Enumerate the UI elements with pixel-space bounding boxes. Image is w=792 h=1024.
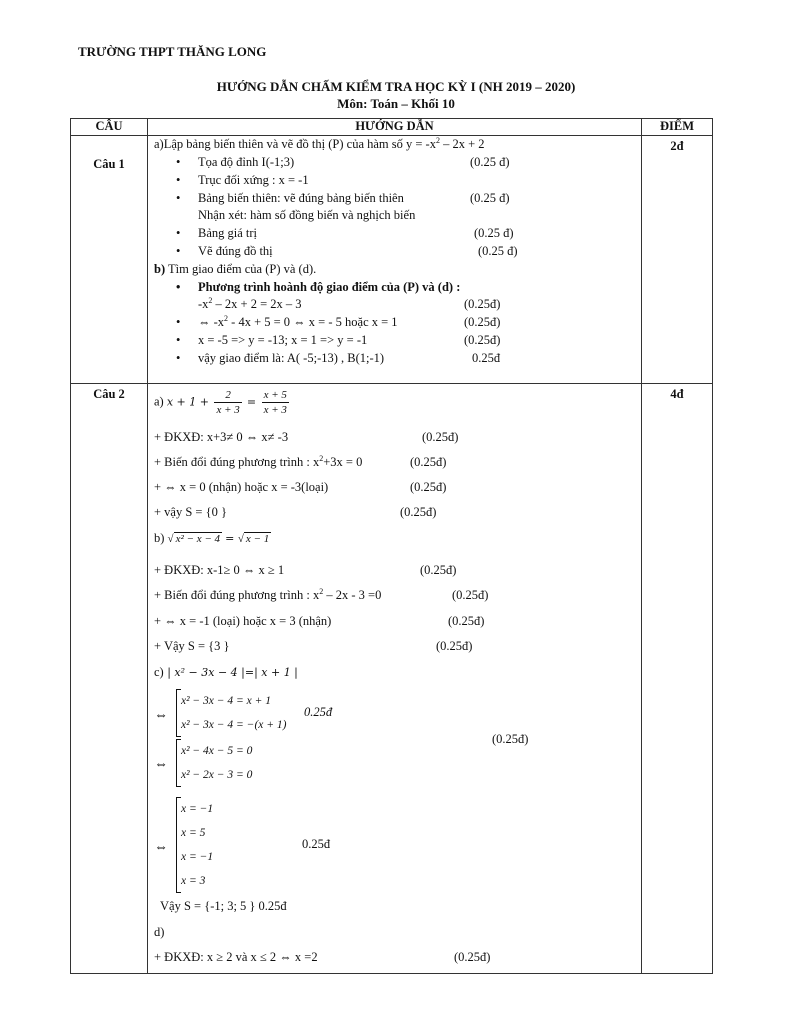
points-label: 0.25đ <box>302 837 331 851</box>
points-label: (0.25 đ) <box>474 226 514 240</box>
list-item: • ⇔ $-x^2 - 4x + 5 = 0$ ⇔ x = - 5 hoặc x = 1 <box>198 314 398 330</box>
points-label: (0.25 đ) <box>470 191 510 205</box>
cau-2-guide <box>148 384 642 974</box>
solution-line: + Vậy S = {3 } <box>154 639 230 653</box>
points-label: (0.25đ) <box>454 950 491 964</box>
subject-line: Môn: Toán – Khối 10 <box>337 96 455 111</box>
equation-system-1: x² − 3x − 4 = x + 1 x² − 3x − 4 = −(x + 1) <box>176 689 286 737</box>
list-item: • x = -5 => y = -13; x = 1 => y = -1 <box>198 332 367 348</box>
solution-line: Vậy S = {-1; 3; 5 } 0.25đ <box>160 899 287 913</box>
document-title: HƯỚNG DẪN CHẤM KIỂM TRA HỌC KỲ I (NH 2019 – 2020) <box>216 79 576 94</box>
solution-line: + ⇔ x = 0 (nhận) hoặc x = -3(loại) <box>154 480 329 494</box>
solution-line: + ĐKXĐ: x ≥ 2 và x ≤ 2 ⇔ x =2 <box>154 950 318 964</box>
points-label: (0.25đ) <box>464 333 501 347</box>
school-name: TRƯỜNG THPT THĂNG LONG <box>78 44 267 59</box>
question-label-2: Câu 2 <box>93 387 125 401</box>
table-row-cau-2 <box>71 384 713 974</box>
points-label: (0.25đ) <box>436 639 473 653</box>
table-row-cau-1 <box>71 136 713 384</box>
grading-table <box>70 118 713 974</box>
table-header-row <box>71 119 713 136</box>
list-item: • Phương trình hoành độ giao điểm của (P) và (d) : <box>198 279 460 295</box>
list-item: • Tọa độ đỉnh I(-1;3) <box>198 154 294 170</box>
points-label: (0.25đ) <box>492 732 529 746</box>
cau-1-guide <box>148 136 642 384</box>
points-label: (0.25đ) <box>410 455 447 469</box>
points-label: (0.25 đ) <box>470 155 510 169</box>
points-label: (0.25 đ) <box>478 244 518 258</box>
points-label: (0.25đ) <box>422 430 459 444</box>
equation-system-3: x = −1 x = 5 x = −1 x = 3 <box>176 797 213 893</box>
solution-line: + Biến đổi đúng phương trình : $x^2+3x = 0$ <box>154 454 363 469</box>
list-item: • vậy giao điểm là: A( -5;-13) , B(1;-1) <box>198 350 384 366</box>
list-item: • Vẽ đúng đồ thị <box>198 243 273 259</box>
header-huong-dan: HƯỚNG DẪN <box>148 119 642 136</box>
points-label: 0.25đ <box>472 351 501 365</box>
cau-1-part-a: a)Lập bảng biến thiên và vẽ đồ thị (P) của hàm số $y = -x^2 - 2x + 2$ <box>154 136 485 151</box>
header-diem: ĐIỂM <box>642 119 713 136</box>
list-item: • Bảng giá trị <box>198 225 257 241</box>
points-label: 0.25đ <box>304 705 333 719</box>
points-label: (0.25đ) <box>464 297 501 311</box>
points-label: (0.25đ) <box>420 563 457 577</box>
solution-line: + ĐKXĐ: x-1≥ 0 ⇔ x ≥ 1 <box>154 563 285 577</box>
score-cau-1: 2đ <box>670 139 684 153</box>
score-cau-2: 4đ <box>670 387 684 401</box>
cau-2-part-b-equation: b) √ x² − x − 4 = √ x − 1 <box>154 531 270 545</box>
cau-2-part-a-equation: a) x + 1 + $\frac{2}{x + 3}$ = $\frac{x + 5}{x + 3}$ <box>154 389 287 416</box>
list-item: Nhận xét: hàm số đồng biến và nghịch biến <box>198 208 416 222</box>
cau-2-part-c-equation: c) | x² − 3x − 4 |=| x + 1 | <box>154 665 298 679</box>
equation-system-2: x² − 4x − 5 = 0 x² − 2x − 3 = 0 <box>176 739 252 787</box>
question-label-1: Câu 1 <box>93 157 125 171</box>
sqrt-expression: √ x − 1 <box>237 533 270 545</box>
sqrt-expression: √ x² − x − 4 <box>167 533 221 545</box>
cau-1-part-b: b) Tìm giao điểm của (P) và (d). <box>154 262 317 276</box>
iff-symbol: ⇔ <box>154 840 168 855</box>
header-cau: CÂU <box>71 119 148 136</box>
solution-line: + vậy S = {0 } <box>154 505 227 519</box>
list-item: • Bảng biến thiên: vẽ đúng bảng biến thiên <box>198 190 404 206</box>
solution-line: + Biến đổi đúng phương trình : $x^2 - 2x - 3 =0$ <box>154 587 382 602</box>
list-item: • Trục đối xứng : x = -1 <box>198 172 309 188</box>
points-label: (0.25đ) <box>452 588 489 602</box>
points-label: (0.25đ) <box>400 505 437 519</box>
iff-symbol: ⇔ <box>154 708 168 723</box>
solution-line: + ⇔ x = -1 (loại) hoặc x = 3 (nhận) <box>154 614 332 628</box>
solution-line: + ĐKXĐ: x+3≠ 0 ⇔ x≠ -3 <box>154 430 289 444</box>
equation-line: $-x^2 - 2x + 2 = 2x - 3$ <box>198 296 302 311</box>
points-label: (0.25đ) <box>448 614 485 628</box>
points-label: (0.25đ) <box>410 480 447 494</box>
points-label: (0.25đ) <box>464 315 501 329</box>
cau-2-part-d: d) <box>154 925 165 939</box>
iff-symbol: ⇔ <box>154 757 168 772</box>
